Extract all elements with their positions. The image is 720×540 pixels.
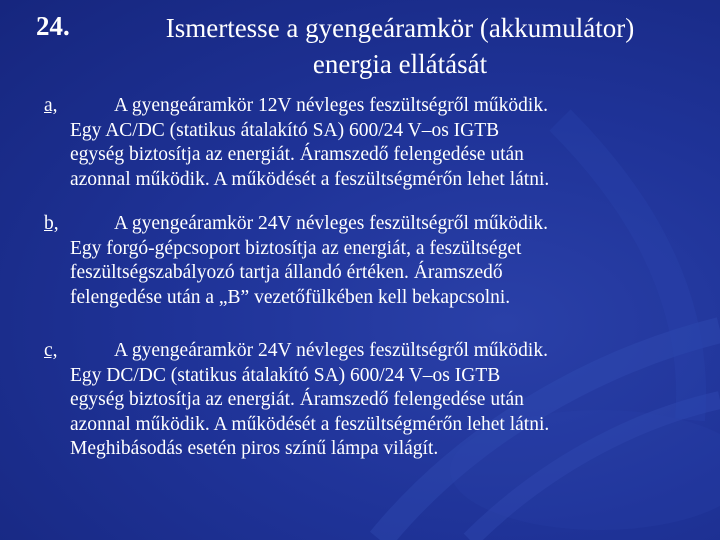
slide-number: 24. [36,11,70,41]
item-first-line-text: A gyengeáramkör 12V névleges feszültségről működik. [114,95,548,116]
item-line: Egy DC/DC (statikus átalakító SA) 600/24 V–os IGTB [70,364,501,386]
list-item-c [44,339,684,462]
item-first-line [44,94,684,119]
title-line-2: energia ellátását [312,49,488,79]
item-marker: a, [44,95,58,116]
item-line: egység biztosítja az energiát. Áramszedő felengedése után [70,144,524,165]
list-item-a [44,94,684,192]
item-line: azonnal működik. A működését a feszültségmérőn lehet látni. [70,413,550,435]
title-line-1: Ismertesse a gyengeáramkör (akkumulátor) [165,13,635,43]
item-first-line-text: A gyengeáramkör 24V névleges feszültségről működik. [114,340,548,361]
item-line: azonnal működik. A működését a feszültségmérőn lehet látni. [70,168,550,190]
item-line: Egy AC/DC (statikus átalakító SA) 600/24 V–os IGTB [70,119,500,141]
list-item-b [44,212,684,310]
item-marker: c, [44,340,58,361]
item-first-line [44,212,684,237]
slide-title [100,10,700,82]
item-marker: b, [44,213,59,234]
item-line: felengedése után a „B” vezetőfülkében kell bekapcsolni. [70,286,511,308]
item-line: egység biztosítja az energiát. Áramszedő felengedése után [70,389,524,410]
item-line: feszültségszabályozó tartja állandó értéken. Áramszedő [70,262,503,283]
item-first-line [44,339,684,364]
item-line: Meghibásodás esetén piros színű lámpa világít. [70,438,439,459]
item-first-line-text: A gyengeáramkör 24V névleges feszültségről működik. [114,213,548,234]
item-line: Egy forgó-gépcsoport biztosítja az energiát, a feszültséget [70,237,522,259]
